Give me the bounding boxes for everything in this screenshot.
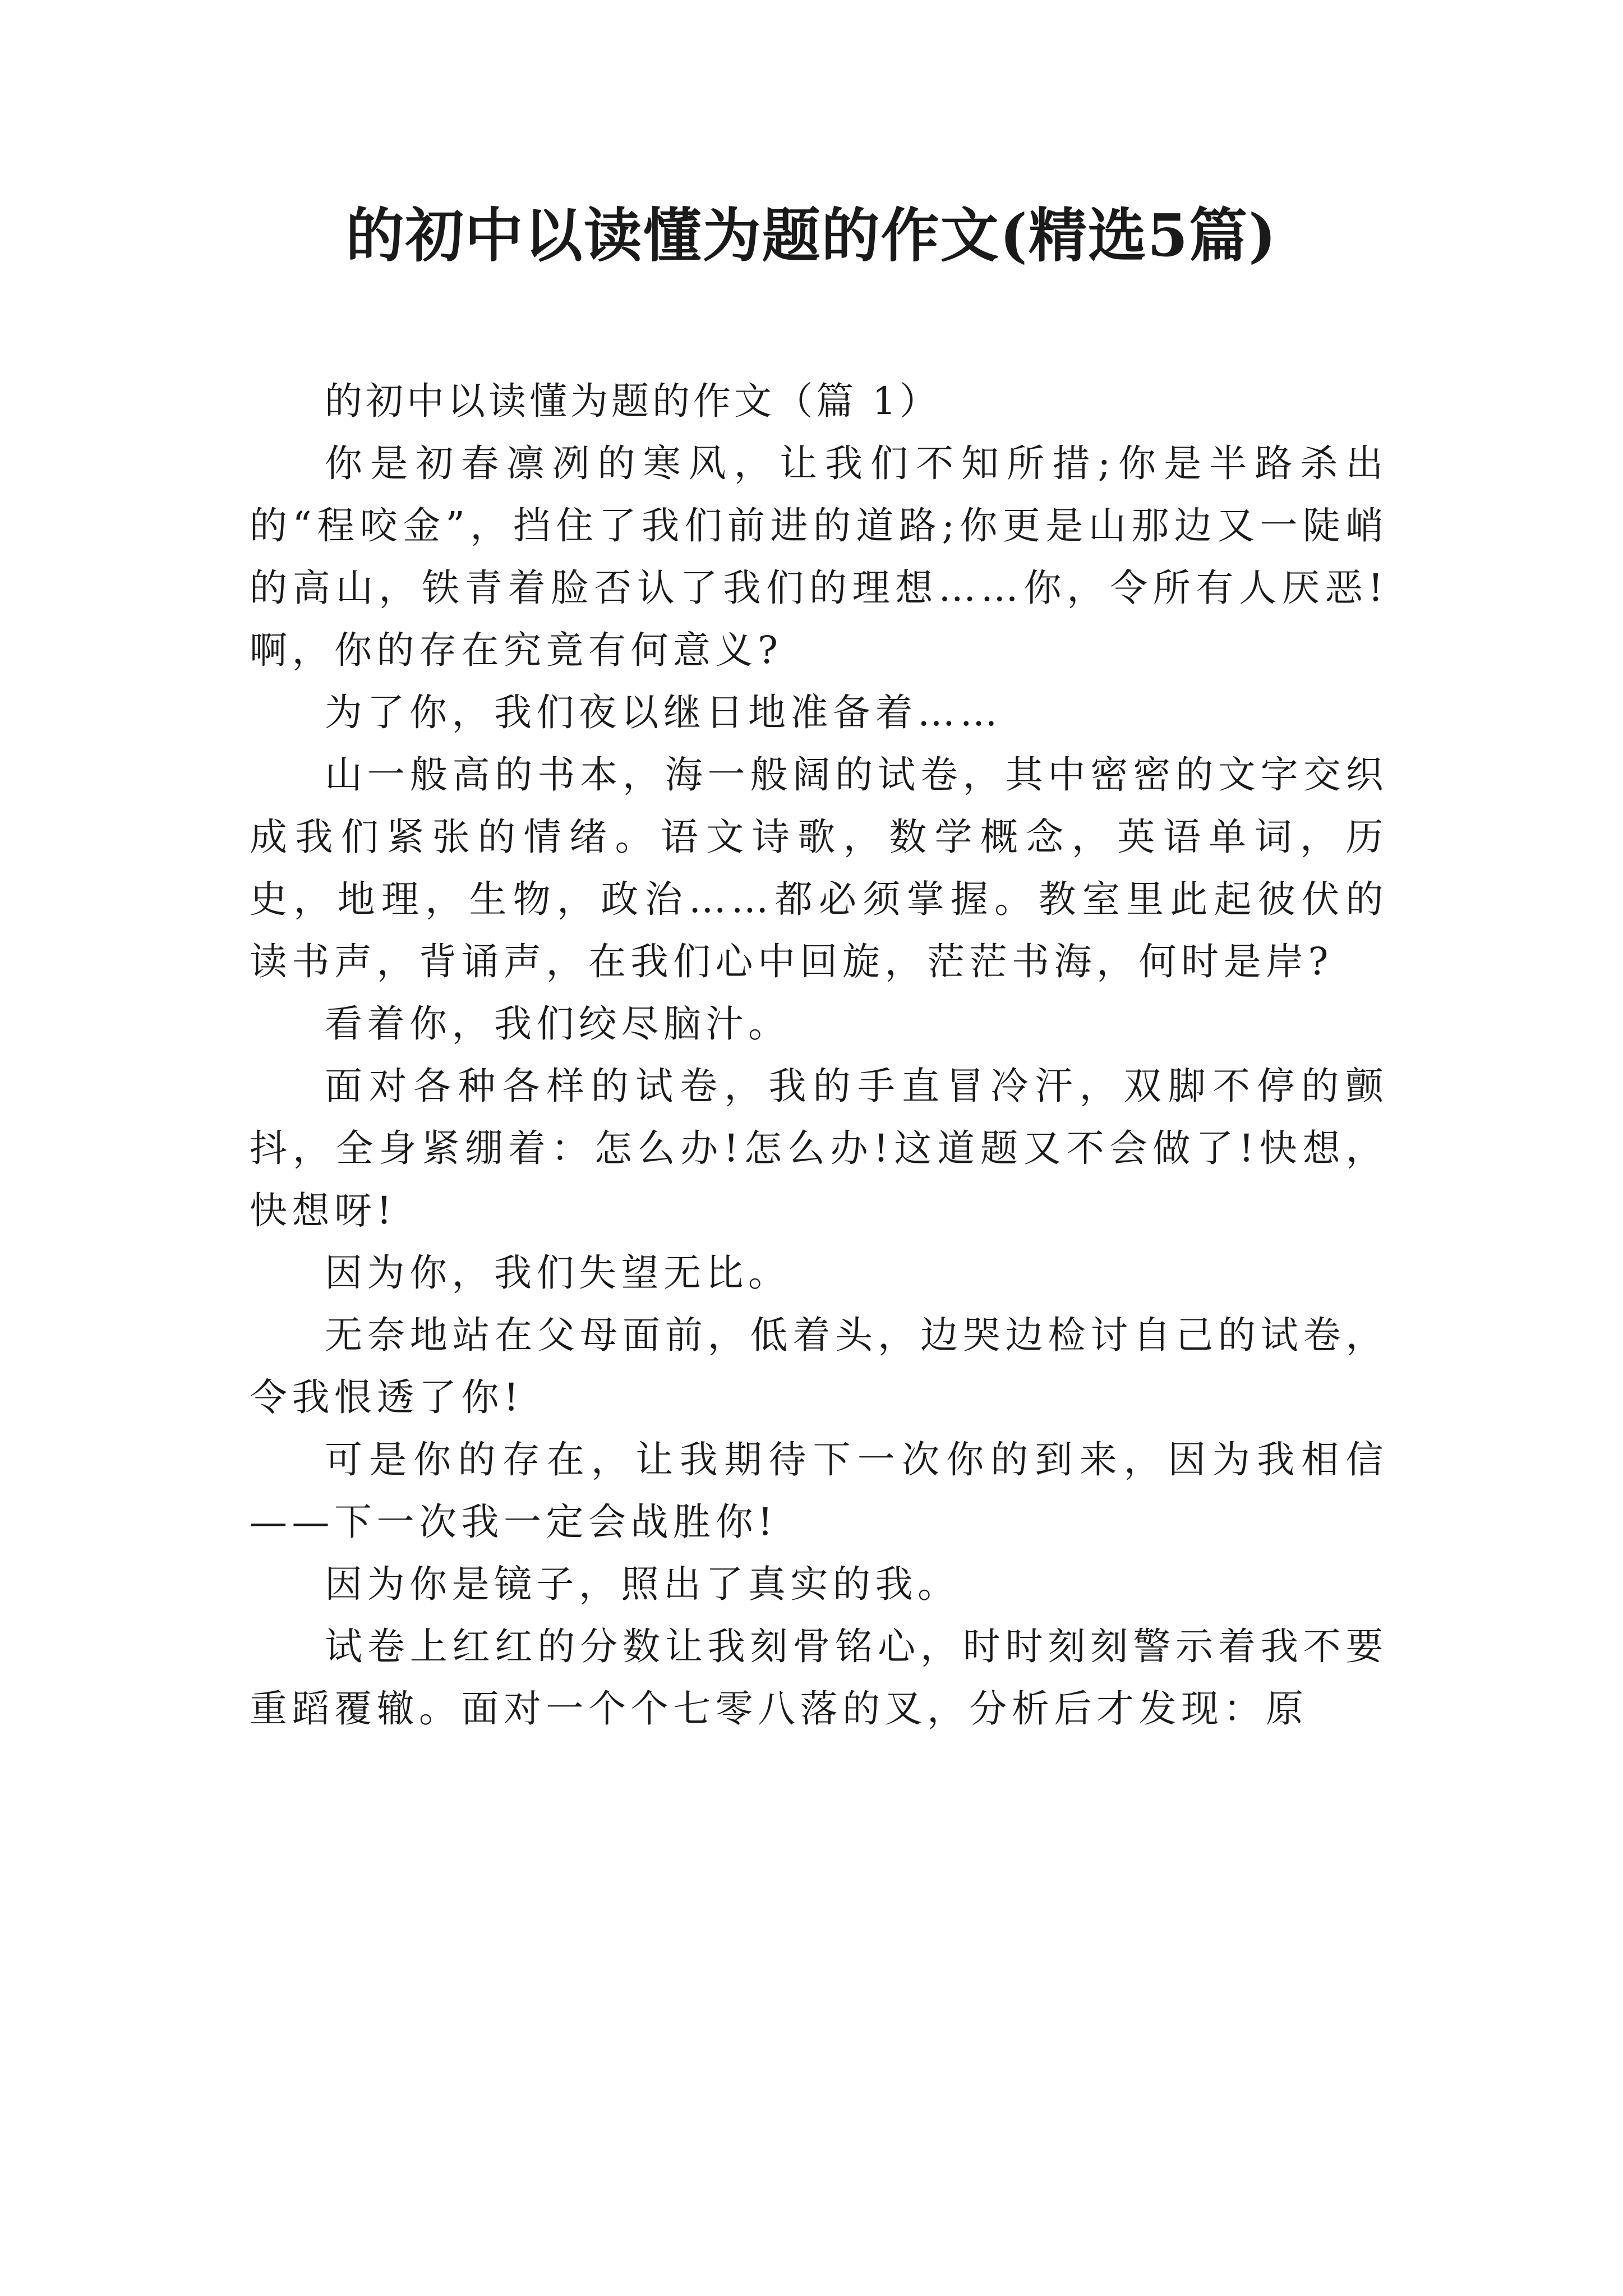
paragraph: 试卷上红红的分数让我刻骨铭心，时时刻刻警示着我不要重蹈覆辙。面对一个个七零八落的叉，分析后才发现：原 — [250, 1625, 1388, 1731]
paragraph: 为了你，我们夜以继日地准备着…… — [325, 691, 1002, 734]
paragraph: 看着你，我们绞尽脑汁。 — [325, 1002, 791, 1046]
paragraph: 因为你是镜子，照出了真实的我。 — [325, 1562, 960, 1606]
document-body — [250, 370, 1388, 1740]
paragraph: 可是你的存在，让我期待下一次你的到来，因为我相信——下一次我一定会战胜你! — [250, 1438, 1388, 1544]
document-title: 的初中以读懂为题的作文(精选5篇) — [345, 201, 1278, 270]
paragraph: 因为你，我们失望无比。 — [325, 1251, 791, 1295]
paragraph: 面对各种各样的试卷，我的手直冒冷汗，双脚不停的颤抖，全身紧绷着：怎么办!怎么办!这道题又不会做了!快想，快想呀! — [250, 1064, 1388, 1232]
paragraph: 你是初春凛冽的寒风，让我们不知所措;你是半路杀出的“程咬金”，挡住了我们前进的道路;你更是山那边又一陡峭的高山，铁青着脸否认了我们的理想……你，令所有人厌恶!啊，你的存在究竟有何意义? — [250, 441, 1388, 672]
section-heading: 的初中以读懂为题的作文（篇 1） — [325, 379, 940, 423]
paragraph: 无奈地站在父母面前，低着头，边哭边检讨自己的试卷，令我恨透了你! — [250, 1313, 1388, 1419]
paragraph: 山一般高的书本，海一般阔的试卷，其中密密的文字交织成我们紧张的情绪。语文诗歌，数学概念，英语单词，历史，地理，生物，政治……都必须掌握。教室里此起彼伏的读书声，背诵声，在我们心中回旋，茫茫书海，何时是岸? — [250, 753, 1388, 983]
